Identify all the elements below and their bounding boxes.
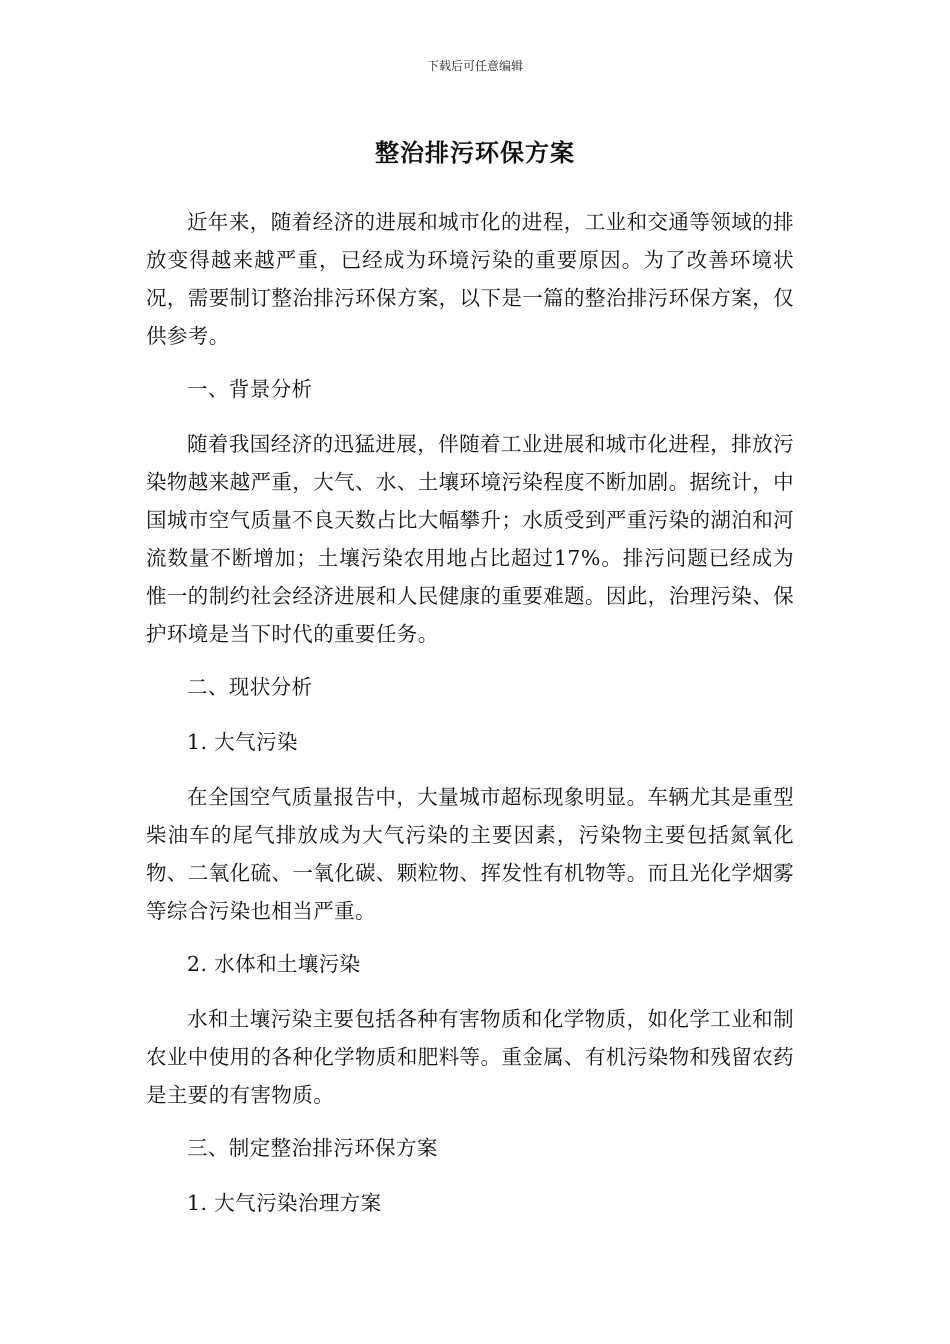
section-heading-plan: 三、制定整治排污环保方案 xyxy=(187,1136,438,1160)
subheading-air-pollution: 1. 大气污染 xyxy=(187,730,298,754)
subheading-water-soil-pollution: 2. 水体和土壤污染 xyxy=(187,952,361,976)
document-body xyxy=(146,203,794,1239)
intro-paragraph: 近年来，随着经济的进展和城市化的进程，工业和交通等领域的排放变得越来越严重，已经成为环境污染的重要原因。为了改善环境状况，需要制订整治排污环保方案，以下是一篇的整治排污环保方案，仅供参考。 xyxy=(146,210,794,348)
background-paragraph: 随着我国经济的迅猛进展，伴随着工业进展和城市化进程，排放污染物越来越严重，大气、水、土壤环境污染程度不断加剧。据统计，中国城市空气质量不良天数占比大幅攀升；水质受到严重污染的湖泊和河流数量不断增加；土壤污染农用地占比超过17%。排污问题已经成为惟一的制约社会经济进展和人民健康的重要难题。因此，治理污染、保护环境是当下时代的重要任务。 xyxy=(146,432,794,646)
subheading-air-treatment-plan: 1. 大气污染治理方案 xyxy=(187,1191,382,1215)
water-soil-paragraph: 水和土壤污染主要包括各种有害物质和化学物质，如化学工业和制农业中使用的各种化学物质和肥料等。重金属、有机污染物和残留农药是主要的有害物质。 xyxy=(146,1007,794,1107)
section-heading-status: 二、现状分析 xyxy=(187,675,313,699)
section-heading-background: 一、背景分析 xyxy=(187,377,313,401)
air-pollution-paragraph: 在全国空气质量报告中，大量城市超标现象明显。车辆尤其是重型柴油车的尾气排放成为大气污染的主要因素，污染物主要包括氮氧化物、二氧化硫、一氧化碳、颗粒物、挥发性有机物等。而且光化学烟雾等综合污染也相当严重。 xyxy=(146,785,794,923)
document-title: 整治排污环保方案 xyxy=(375,139,575,167)
header-note: 下载后可任意编辑 xyxy=(426,59,523,73)
